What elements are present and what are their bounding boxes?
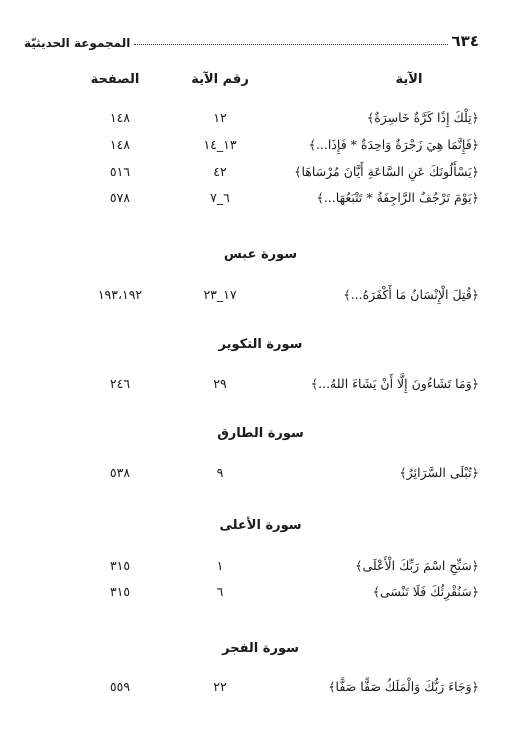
page-ref: ٢٤٦ [109, 376, 131, 391]
page-ref: ٣١٥ [109, 584, 131, 599]
table-row [0, 465, 521, 489]
surah-title: سورة الأعلى [219, 518, 302, 533]
table-row [0, 287, 521, 311]
table-row [0, 679, 521, 703]
page-ref: ١٤٨ [109, 137, 131, 152]
column-header-aya-number: رقم الآية [191, 72, 249, 87]
table-row [0, 110, 521, 134]
surah-title: سورة الفجر [222, 641, 299, 656]
aya-text: ﴿قُتِلَ الْإِنْسَانُ مَا أَكْفَرَهُ...﴾ [343, 287, 479, 302]
page-ref: ٣١٥ [109, 558, 131, 573]
table-row [0, 164, 521, 188]
table-row [0, 137, 521, 161]
aya-text: ﴿وَمَا تَشَاءُونَ إِلَّا أَنْ يَشَاءَ اللهُ...﴾ [310, 376, 479, 391]
aya-number: ٢٢ [213, 679, 227, 694]
aya-number: ١٧_٢٣ [203, 287, 237, 302]
book-title: المجموعة الحديثيّة [24, 36, 131, 50]
table-row [0, 584, 521, 608]
aya-number: ٩ [216, 465, 224, 480]
column-header-aya: الآية [395, 72, 423, 87]
table-row [0, 558, 521, 582]
aya-text: ﴿وَجَاءَ رَبُّكَ وَالْمَلَكُ صَفًّا صَفًّا﴾ [328, 679, 479, 694]
aya-number: ٤٢ [213, 164, 227, 179]
page-ref: ٥١٦ [109, 164, 131, 179]
surah-title: سورة عبس [223, 247, 298, 262]
aya-number: ٦_٧ [210, 190, 230, 205]
page-ref: ٥٧٨ [109, 190, 131, 205]
table-row [0, 376, 521, 400]
page-ref: ٥٣٨ [109, 465, 131, 480]
aya-number: ٢٩ [213, 376, 227, 391]
aya-number: ١٢ [213, 110, 227, 125]
aya-text: ﴿فَإِنَّمَا هِيَ زَجْرَةٌ وَاحِدَةٌ * فَإِذَا...﴾ [308, 137, 479, 152]
table-row [0, 190, 521, 214]
page-ref: ١٤٨ [109, 110, 131, 125]
surah-title: سورة الطارق [217, 426, 304, 441]
aya-text: ﴿يَسْأَلُونَكَ عَنِ السَّاعَةِ أَيَّانَ مُرْسَاهَا﴾ [294, 164, 479, 179]
page-number: ٦٣٤ [451, 32, 479, 50]
column-header-page: الصفحة [90, 72, 140, 87]
page-ref: ٥٥٩ [109, 679, 131, 694]
aya-text: ﴿سَبِّحِ اسْمَ رَبِّكَ الْأَعْلَى﴾ [355, 558, 479, 573]
dotted-leader [134, 44, 447, 45]
aya-number: ١٣_١٤ [203, 137, 237, 152]
aya-text: ﴿تُبْلَى السَّرَائِرُ﴾ [399, 465, 479, 480]
surah-title: سورة التكوير [218, 337, 303, 352]
running-head [24, 28, 479, 50]
page-ref: ١٩٣،١٩٢ [97, 287, 143, 302]
aya-text: ﴿يَوْمَ تَرْجُفُ الرَّاجِفَةُ * تَتْبَعُهَا...﴾ [316, 190, 479, 205]
aya-number: ٦ [216, 584, 224, 599]
aya-number: ١ [216, 558, 224, 573]
aya-text: ﴿تِلْكَ إِذًا كَرَّةٌ خَاسِرَةٌ﴾ [366, 110, 479, 125]
aya-text: ﴿سَنُقْرِئُكَ فَلَا تَنْسَى﴾ [372, 584, 479, 599]
